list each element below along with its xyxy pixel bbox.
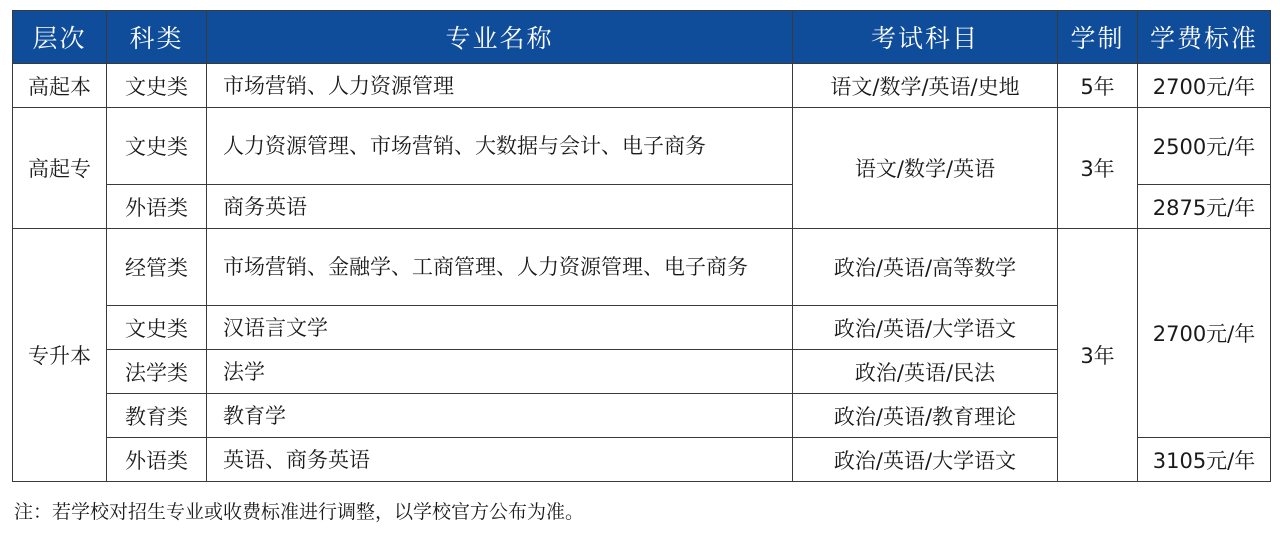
category-cell: 外语类 (107, 438, 207, 482)
category-cell: 法学类 (107, 350, 207, 394)
subjects-cell: 政治/英语/大学语文 (793, 438, 1058, 482)
category-cell: 文史类 (107, 108, 207, 185)
tuition-table (12, 10, 1271, 482)
header-subjects: 考试科目 (793, 11, 1058, 64)
subjects-cell: 语文/数学/英语/史地 (793, 64, 1058, 108)
category-cell: 教育类 (107, 394, 207, 438)
table-row (13, 229, 1271, 306)
major-cell: 市场营销、人力资源管理 (207, 64, 793, 108)
level-cell: 高起本 (13, 64, 107, 108)
subjects-cell: 语文/数学/英语 (793, 108, 1058, 229)
duration-cell: 3年 (1058, 229, 1138, 482)
category-cell: 外语类 (107, 185, 207, 229)
table-row (13, 108, 1271, 185)
major-cell: 英语、商务英语 (207, 438, 793, 482)
footnote: 注：若学校对招生专业或收费标准进行调整，以学校官方公布为准。 (14, 501, 585, 523)
header-category: 科类 (107, 11, 207, 64)
major-cell: 汉语言文学 (207, 306, 793, 350)
header-duration: 学制 (1058, 11, 1138, 64)
subjects-cell: 政治/英语/高等数学 (793, 229, 1058, 306)
major-cell: 市场营销、金融学、工商管理、人力资源管理、电子商务 (207, 229, 793, 306)
fee-cell: 2700元/年 (1138, 64, 1271, 108)
header-major: 专业名称 (207, 11, 793, 64)
category-cell: 经管类 (107, 229, 207, 306)
major-cell: 法学 (207, 350, 793, 394)
duration-cell: 5年 (1058, 64, 1138, 108)
fee-cell: 2700元/年 (1138, 229, 1271, 438)
category-cell: 文史类 (107, 306, 207, 350)
fee-cell: 2500元/年 (1138, 108, 1271, 185)
level-cell: 高起专 (13, 108, 107, 229)
header-fee: 学费标准 (1138, 11, 1271, 64)
major-cell: 商务英语 (207, 185, 793, 229)
table-row (13, 64, 1271, 108)
subjects-cell: 政治/英语/大学语文 (793, 306, 1058, 350)
subjects-cell: 政治/英语/教育理论 (793, 394, 1058, 438)
header-row (13, 11, 1271, 64)
major-cell: 教育学 (207, 394, 793, 438)
category-cell: 文史类 (107, 64, 207, 108)
fee-cell: 2875元/年 (1138, 185, 1271, 229)
header-level: 层次 (13, 11, 107, 64)
fee-cell: 3105元/年 (1138, 438, 1271, 482)
duration-cell: 3年 (1058, 108, 1138, 229)
subjects-cell: 政治/英语/民法 (793, 350, 1058, 394)
major-cell: 人力资源管理、市场营销、大数据与会计、电子商务 (207, 108, 793, 185)
level-cell: 专升本 (13, 229, 107, 482)
